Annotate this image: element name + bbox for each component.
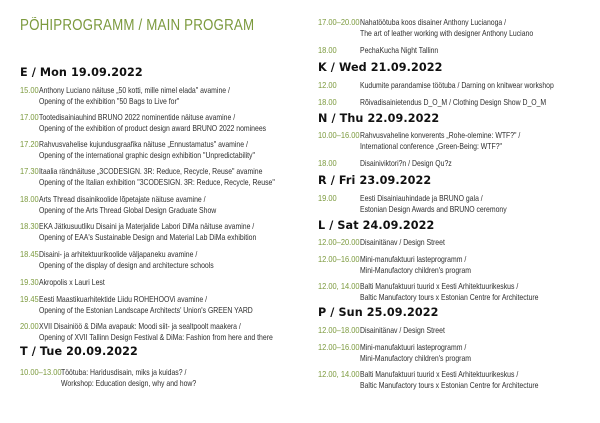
event-time: 17.00–20.00 xyxy=(318,17,360,27)
event-title-en: The art of leather working with designer Anthony Luciano xyxy=(360,29,534,39)
event-title-en: Workshop: Education design, why and how? xyxy=(61,379,197,389)
event-title-et: Eesti Maastikuarhitektide Liidu ROHEHOOVi avamine / xyxy=(39,295,208,304)
event-title-en: Opening of the Italian exhibition "3CODESIGN. 3R: Reduce, Recycle, Reuse" xyxy=(39,178,275,188)
event-time: 17.30 xyxy=(20,166,39,176)
event-time: 19.45 xyxy=(20,294,39,304)
event-title-et: Rahvusvaheline konverents „Rohe-olemine: WTF?" / xyxy=(360,131,521,140)
event-title-et: Disainiviktori?n / Design Qu?z xyxy=(360,159,452,168)
event-title-et: Anthony Luciano näituse „50 kotti, mille nimel elada" avamine / xyxy=(39,86,230,95)
page-title: PÕHIPROGRAMM / MAIN PROGRAM xyxy=(20,17,255,34)
event-time: 18.30 xyxy=(20,221,39,231)
event-title-et: PechaKucha Night Tallinn xyxy=(360,46,439,55)
event-title-et: Töötuba: Haridusdisain, miks ja kuidas? / xyxy=(61,368,187,377)
event-title-et: Eesti Disainiauhindade ja BRUNO gala / xyxy=(360,194,483,203)
event-time: 12.00–16.00 xyxy=(318,254,360,264)
event-title-et: Rahvusvahelise kujundusgraafika näituse „Ennustamatus" avamine / xyxy=(39,140,248,149)
day-heading-mon: E / Mon 19.09.2022 xyxy=(20,66,143,79)
event-title-en: International conference „Green-Being: WTF?" xyxy=(360,142,502,152)
event-time: 10.00–13.00 xyxy=(20,367,62,377)
event-title-en: Baltic Manufactory tours x Estonian Centre for Architecture xyxy=(360,293,539,303)
event-title-en: Opening of the Estonian Landscape Architects' Union's GREEN YARD xyxy=(39,306,253,316)
event-title-en: Estonian Design Awards and BRUNO ceremony xyxy=(360,205,507,215)
event-title-et: Tootedisainiauhind BRUNO 2022 nominentide näituse avamine / xyxy=(39,113,236,122)
event-time: 18.00 xyxy=(318,158,337,168)
event-time: 12.00 xyxy=(318,80,337,90)
event-title-et: Disaini- ja arhitektuurikoolide väljapaneku avamine / xyxy=(39,250,198,259)
day-heading-tue: T / Tue 20.09.2022 xyxy=(20,345,138,358)
event-title-et: Kudumite parandamise töötuba / Darning on knitwear workshop xyxy=(360,81,554,90)
event-time: 12.00, 14.00 xyxy=(318,281,360,291)
event-time: 17.20 xyxy=(20,139,39,149)
event-title-en: Opening of the display of design and architecture schools xyxy=(39,261,214,271)
event-time: 19.00 xyxy=(318,193,337,203)
day-heading-wed: K / Wed 21.09.2022 xyxy=(318,61,443,74)
event-time: 20.00 xyxy=(20,321,39,331)
event-title-en: Mini-Manufactory children's program xyxy=(360,266,472,276)
event-title-et: Akropolis x Lauri Lest xyxy=(39,278,105,287)
event-time: 18.45 xyxy=(20,249,39,259)
day-heading-sun: P / Sun 25.09.2022 xyxy=(318,306,439,319)
event-title-et: Disainitänav / Design Street xyxy=(360,238,445,247)
event-title-en: Opening of XVII Tallinn Design Festival & DiMa: Fashion from here and there xyxy=(39,333,273,343)
event-title-en: Opening of the exhibition of product design award BRUNO 2022 nominees xyxy=(39,124,267,134)
event-title-et: Arts Thread disainikoolide lõpetajate näituse avamine / xyxy=(39,195,206,204)
event-time: 10.00–16.00 xyxy=(318,130,360,140)
day-heading-sat: L / Sat 24.09.2022 xyxy=(318,219,435,232)
event-time: 19.30 xyxy=(20,277,39,287)
event-title-et: EKA Jätkusuutliku Disaini ja Materjalide Labori DiMa näituse avamine / xyxy=(39,222,255,231)
event-title-en: Opening of the exhibition "50 Bags to Live for" xyxy=(39,97,180,107)
event-title-et: Balti Manufaktuuri tuurid x Eesti Arhitektuurikeskus / xyxy=(360,282,519,291)
event-title-et: Rõivadisainietendus D_O_M / Clothing Design Show D_O_M xyxy=(360,98,547,107)
event-time: 12.00–20.00 xyxy=(318,237,360,247)
event-title-et: Itaalia rändnäituse „3CODESIGN. 3R: Reduce, Recycle, Reuse" avamine xyxy=(39,167,263,176)
event-title-et: Mini-manufaktuuri lasteprogramm / xyxy=(360,343,467,352)
day-heading-fri: R / Fri 23.09.2022 xyxy=(318,174,432,187)
event-title-en: Opening of EAA's Sustainable Design and Material Lab DiMa exhibition xyxy=(39,233,257,243)
event-time: 18.00 xyxy=(318,45,337,55)
event-title-en: Baltic Manufactory tours x Estonian Centre for Architecture xyxy=(360,381,539,391)
event-time: 12.00–16.00 xyxy=(318,342,360,352)
event-time: 12.00, 14.00 xyxy=(318,369,360,379)
event-title-en: Mini-Manufactory children's program xyxy=(360,354,472,364)
day-heading-thu: N / Thu 22.09.2022 xyxy=(318,112,440,125)
event-time: 15.00 xyxy=(20,85,39,95)
event-title-en: Opening of the international graphic design exhibition "Unpredictability" xyxy=(39,151,255,161)
event-title-et: Nahatöötuba koos disainer Anthony Lucianoga / xyxy=(360,18,507,27)
event-time: 17.00 xyxy=(20,112,39,122)
event-title-et: Mini-manufaktuuri lasteprogramm / xyxy=(360,255,467,264)
event-title-et: Disainitänav / Design Street xyxy=(360,326,445,335)
event-title-et: XVII Disainiöö & DiMa avapauk: Moodi siit- ja sealtpoolt maakera / xyxy=(39,322,241,331)
event-time: 18.00 xyxy=(318,97,337,107)
event-title-et: Balti Manufaktuuri tuurid x Eesti Arhitektuurikeskus / xyxy=(360,370,519,379)
event-time: 12.00–18.00 xyxy=(318,325,360,335)
event-title-en: Opening of the Arts Thread Global Design Graduate Show xyxy=(39,206,217,216)
event-time: 18.00 xyxy=(20,194,39,204)
